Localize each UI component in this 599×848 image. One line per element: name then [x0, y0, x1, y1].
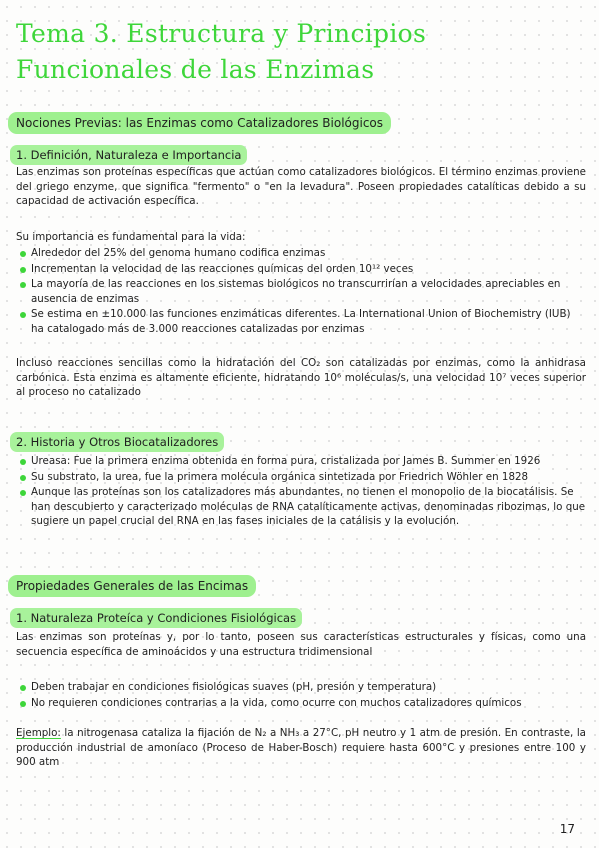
bullet-icon: [20, 459, 26, 465]
page-title: Tema 3. Estructura y Principios Funcionales de las Enzimas: [16, 19, 427, 84]
paragraph-ejemplo: [16, 726, 586, 770]
list-item: Deben trabajar en condiciones fisiológicas suaves (pH, presión y temperatura): [20, 680, 586, 695]
bullet-icon: [20, 475, 26, 481]
bullet-icon: [20, 701, 26, 707]
section-heading-nociones: Nociones Previas: las Enzimas como Catalizadores Biológicos: [8, 112, 391, 134]
bullet-icon: [20, 251, 26, 257]
paragraph-importancia-intro: Su importancia es fundamental para la vida:: [16, 231, 246, 243]
list-item: Incrementan la velocidad de las reacciones químicas del orden 10¹² veces: [20, 262, 586, 277]
paragraph-naturaleza: Las enzimas son proteínas y, por lo tanto, poseen sus características estructurales y físicas, como una secuencia específica de aminoácidos y una estructura tridimensional: [16, 631, 586, 658]
paragraph-definicion: Las enzimas son proteínas específicas que actúan como catalizadores biológicos. El término enzimas proviene del griego enzyme, que significa "fermento" o "en la levadura". Poseen propiedades catalíticas debido a su capacidad de activación específica.: [16, 166, 586, 208]
subheading-historia: 2. Historia y Otros Biocatalizadores: [10, 432, 224, 452]
list-item: La mayoría de las reacciones en los sistemas biológicos no transcurrirían a velocidades apreciables en ausencia de enzimas: [20, 277, 586, 306]
list-importancia: [20, 246, 586, 338]
example-text: la nitrogenasa cataliza la fijación de N₂ a NH₃ a 27°C, pH neutro y 1 atm de presión. En contraste, la producción industrial de amoníaco (Proceso de Haber-Bosch) requiere hasta 600°C y presiones entre 100 y 900 atm: [16, 727, 586, 769]
page-number: 17: [559, 822, 575, 836]
bullet-icon: [20, 282, 26, 288]
bullet-icon: [20, 267, 26, 273]
subheading-definicion: 1. Definición, Naturaleza e Importancia: [10, 145, 247, 165]
section-heading-propiedades: Propiedades Generales de las Encimas: [8, 575, 256, 597]
list-item: Su substrato, la urea, fue la primera molécula orgánica sintetizada por Friedrich Wöhler en 1828: [20, 470, 586, 485]
list-item: Ureasa: Fue la primera enzima obtenida en forma pura, cristalizada por James B. Summer en 1926: [20, 454, 586, 469]
paragraph-anhidrasa: Incluso reacciones sencillas como la hidratación del CO₂ son catalizadas por enzimas, como la anhidrasa carbónica. Esta enzima es altamente eficiente, hidratando 10⁶ moléculas/s, una velocidad 10⁷ veces superior al proceso no catalizado: [16, 357, 586, 399]
bullet-icon: [20, 312, 26, 318]
list-item: No requieren condiciones contrarias a la vida, como ocurre con muchos catalizadores químicos: [20, 696, 586, 711]
list-condiciones: [20, 680, 586, 711]
list-item: Alrededor del 25% del genoma humano codifica enzimas: [20, 246, 586, 261]
list-historia: [20, 454, 586, 530]
bullet-icon: [20, 490, 26, 496]
example-label: Ejemplo:: [16, 727, 61, 739]
subheading-naturaleza: 1. Naturaleza Proteíca y Condiciones Fisiológicas: [10, 608, 302, 628]
bullet-icon: [20, 685, 26, 691]
list-item: Aunque las proteínas son los catalizadores más abundantes, no tienen el monopolio de la biocatálisis. Se han descubierto y caracterizado moléculas de RNA catalíticamente activas, denominadas ribozimas, lo que sugiere un papel crucial del RNA en las fases iniciales de la catálisis y la evolución.: [20, 485, 586, 529]
list-item: Se estima en ±10.000 las funciones enzimáticas diferentes. La International Union of Biochemistry (IUB) ha catalogado más de 3.000 reacciones catalizadas por enzimas: [20, 307, 586, 336]
